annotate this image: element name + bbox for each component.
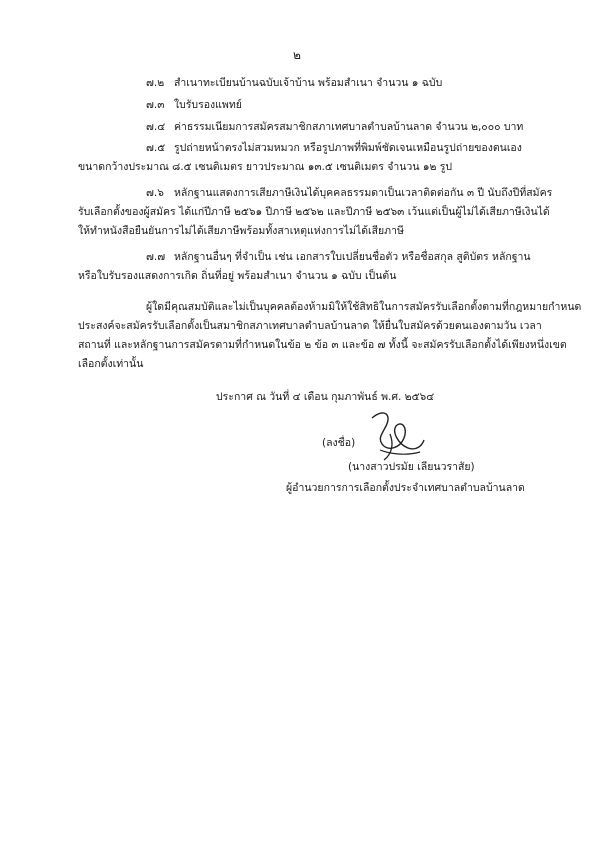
item-number: ๗.๗: [146, 251, 166, 263]
item-number: ๗.๖: [146, 187, 164, 199]
announcement-date: ประกาศ ณ วันที่ ๔ เดือน กุมภาพันธ์ พ.ศ. ๒๕๖๔: [216, 391, 435, 403]
sign-label: (ลงชื่อ): [322, 437, 356, 449]
item-text: หลักฐานแสดงการเสียภาษีเงินได้บุคคลธรรมดาเป็นเวลาติดต่อกัน ๓ ปี นับถึงปีที่สมัคร: [174, 187, 553, 199]
item-text: หลักฐานอื่นๆ ที่จำเป็น เช่น เอกสารใบเปลี่ยนชื่อตัว หรือชื่อสกุล สูติบัตร หลักฐาน: [174, 251, 531, 263]
page-number: ๒: [293, 48, 301, 62]
paragraph-line: ผู้ใดมีคุณสมบัติและไม่เป็นบุคคลต้องห้ามมิให้ใช้สิทธิในการสมัครรับเลือกตั้งตามที่กฎหมายกำหนด: [146, 301, 582, 313]
item-text: รูปถ่ายหน้าตรงไม่สวมหมวก หรือรูปภาพที่พิมพ์ชัดเจนเหมือนรูปถ่ายของตนเอง: [174, 142, 522, 154]
paragraph-line: เลือกตั้งเท่านั้น: [78, 358, 144, 370]
item-text: ใบรับรองแพทย์: [174, 99, 242, 111]
item-number: ๗.๓: [146, 99, 165, 111]
paragraph-line: ประสงค์จะสมัครรับเลือกตั้งเป็นสมาชิกสภาเทศบาลตำบลบ้านลาด ให้ยื่นใบสมัครด้วยตนเองตามวัน เวลา: [78, 320, 542, 332]
item-number: ๗.๔: [146, 121, 166, 133]
item-continuation: รับเลือกตั้งของผู้สมัคร ได้แก่ปีภาษี ๒๕๖๑ ปีภาษี ๒๕๖๒ และปีภาษี ๒๕๖๓ เว้นแต่เป็นผู้ไม่ได้เสียภาษีเงินได้: [78, 206, 550, 218]
item-number: ๗.๒: [146, 77, 165, 89]
signature-image: [362, 404, 432, 464]
item-continuation: หรือใบรับรองแสดงการเกิด ถิ่นที่อยู่ พร้อมสำเนา จำนวน ๑ ฉบับ เป็นต้น: [78, 270, 397, 282]
signer-position: ผู้อำนวยการการเลือกตั้งประจำเทศบาลตำบลบ้านลาด: [286, 482, 525, 494]
item-text: สำเนาทะเบียนบ้านฉบับเจ้าบ้าน พร้อมสำเนา จำนวน ๑ ฉบับ: [174, 77, 443, 89]
paragraph-line: สถานที่ และหลักฐานการสมัครตามที่กำหนดในข้อ ๒ ข้อ ๓ และข้อ ๗ ทั้งนี้ จะสมัครรับเลือกตั้งได้เพียงหนึ่งเขต: [78, 339, 567, 351]
item-continuation: ขนาดกว้างประมาณ ๘.๕ เซนติเมตร ยาวประมาณ ๑๓.๕ เซนติเมตร จำนวน ๑๒ รูป: [78, 161, 453, 173]
item-continuation: ให้ทำหนังสือยืนยันการไม่ได้เสียภาษีพร้อมทั้งสาเหตุแห่งการไม่ได้เสียภาษี: [78, 225, 404, 237]
signer-name: (นางสาวปรมัย เลียนวราสัย): [348, 461, 475, 473]
item-number: ๗.๕: [146, 142, 166, 154]
item-text: ค่าธรรมเนียมการสมัครสมาชิกสภาเทศบาลตำบลบ้านลาด จำนวน ๒,๐๐๐ บาท: [174, 121, 524, 133]
